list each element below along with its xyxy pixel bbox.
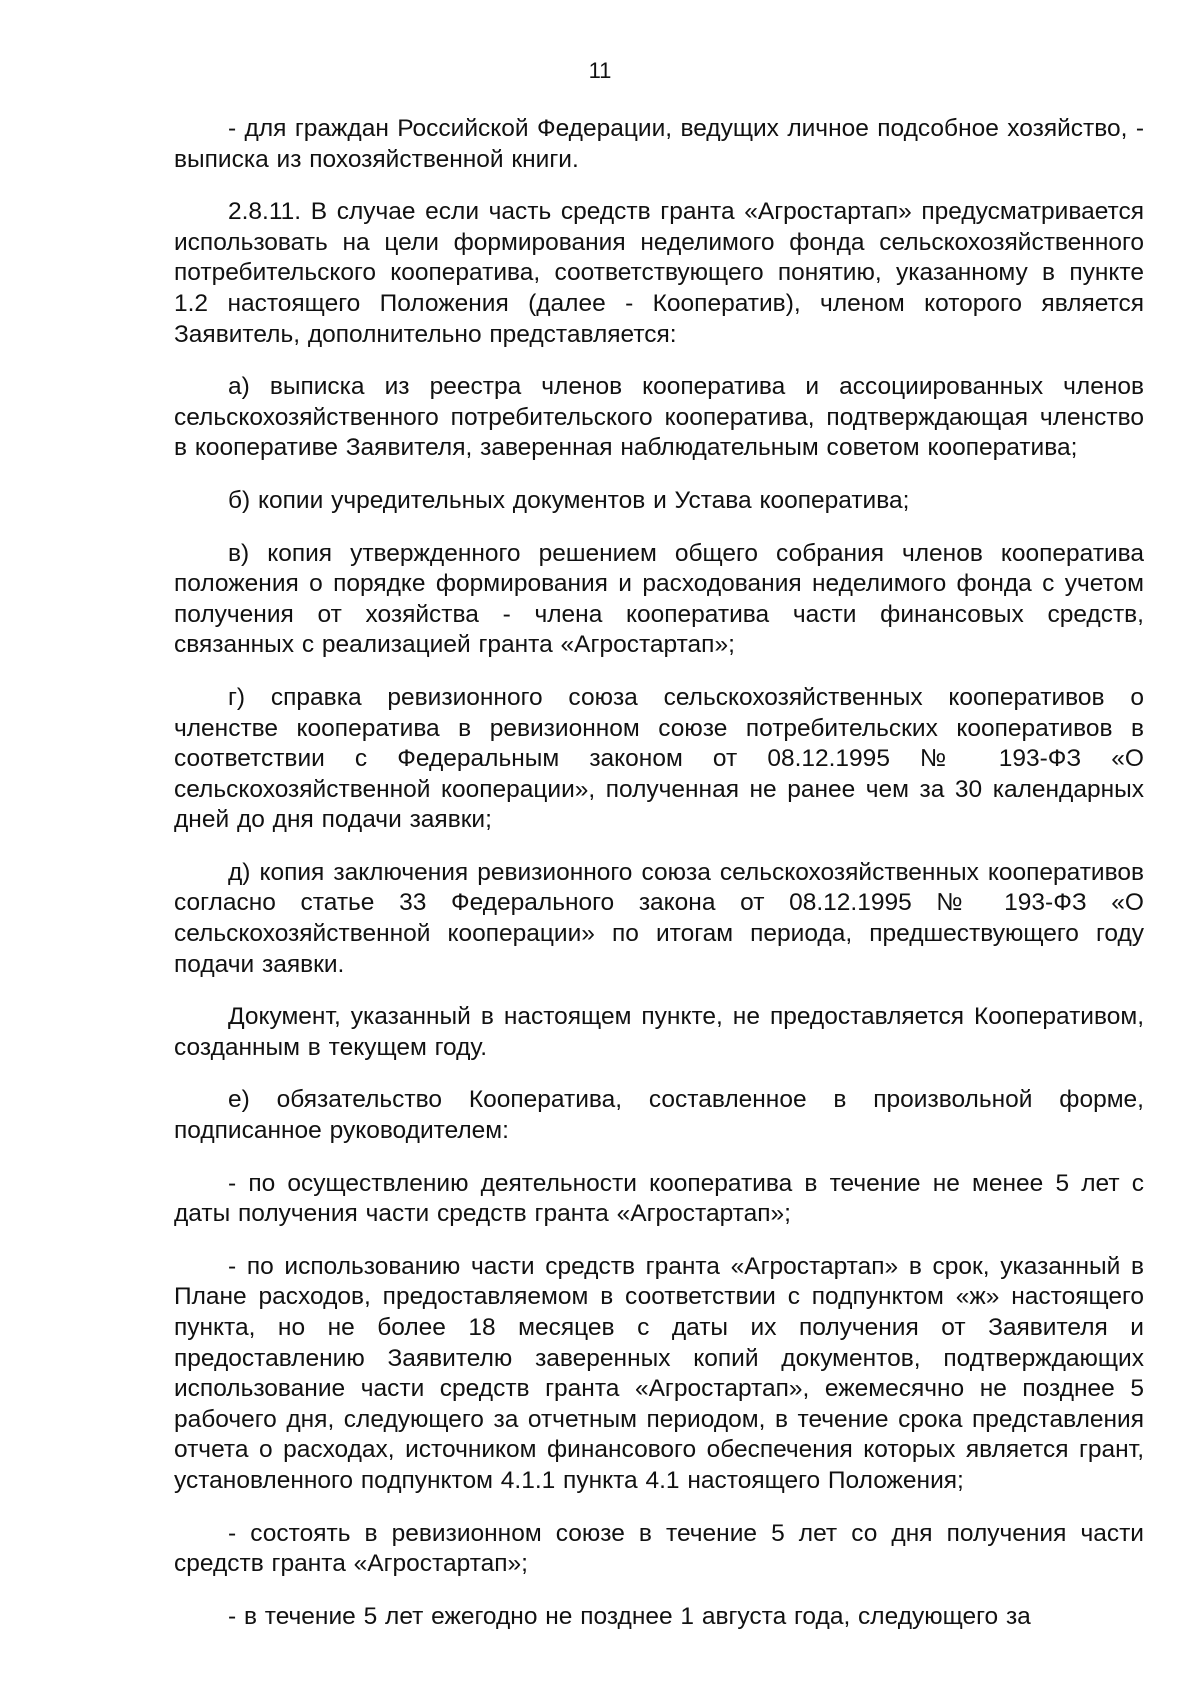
page-number: 11: [588, 58, 612, 83]
paragraph-obligation-annual: - в течение 5 лет ежегодно не позднее 1 августа года, следующего за: [228, 1602, 1031, 1630]
paragraph-item-e: е) обязательство Кооператива, составленное в произвольной форме, подписанное руководителем:: [174, 1086, 1144, 1145]
paragraph-item-a: а) выписка из реестра членов кооператива и ассоциированных членов сельскохозяйственного потребительского кооператива, подтверждающая членство в кооперативе Заявителя, заверенная наблюдательным советом кооператива;: [174, 373, 1144, 462]
document-body: [174, 114, 1144, 1632]
paragraph-document-note: Документ, указанный в настоящем пункте, не предоставляется Кооперативом, созданным в текущем году.: [174, 1003, 1144, 1061]
paragraph-item-b: б) копии учредительных документов и Устава кооператива;: [228, 486, 910, 514]
paragraph-item-g: г) справка ревизионного союза сельскохозяйственных кооперативов о членстве кооператива в ревизионном союзе потребительских кооперативов в соответствии с Федеральным законом от 08.12.1995 № 193-ФЗ «О сельскохозяйственной кооперации», полученная не ранее чем за 30 календарных дней до дня подачи заявки;: [174, 683, 1144, 834]
paragraph-item-d: д) копия заключения ревизионного союза сельскохозяйственных кооперативов согласно статье 33 Федерального закона от 08.12.1995 № 193-ФЗ «О сельскохозяйственной кооперации» по итогам периода, предшествующего году подачи заявки.: [174, 858, 1144, 978]
paragraph-household-extract: - для граждан Российской Федерации, ведущих личное подсобное хозяйство, - выписка из похозяйственной книги.: [174, 115, 1144, 173]
paragraph-obligation-use: - по использованию части средств гранта «Агростартап» в срок, указанный в Плане расходов, предоставляемом в соответствии с подпунктом «ж» настоящего пункта, но не более 18 месяцев с даты их получения от Заявителя и предоставлению Заявителю заверенных копий документов, подтверждающих использование части средств гранта «Агростартап», ежемесячно не позднее 5 рабочего дня, следующего за отчетным периодом, в течение срока представления отчета о расходах, источником финансового обеспечения которых является грант, установленного подпунктом 4.1.1 пункта 4.1 настоящего Положения;: [174, 1252, 1144, 1494]
paragraph-obligation-activity: - по осуществлению деятельности кооператива в течение не менее 5 лет с даты получения части средств гранта «Агростартап»;: [174, 1169, 1144, 1228]
paragraph-2-8-11: 2.8.11. В случае если часть средств гранта «Агростартап» предусматривается использовать на цели формирования неделимого фонда сельскохозяйственного потребительского кооператива, соответствующего понятию, указанному в пункте 1.2 настоящего Положения (далее - Кооператив), членом которого является Заявитель, дополнительно представляется:: [174, 198, 1144, 348]
paragraph-item-v: в) копия утвержденного решением общего собрания членов кооператива положения о порядке формирования и расходования неделимого фонда с учетом получения от хозяйства - члена кооператива части финансовых средств, связанных с реализацией гранта «Агростартап»;: [174, 539, 1144, 659]
paragraph-obligation-union: - состоять в ревизионном союзе в течение 5 лет со дня получения части средств гранта «Агростартап»;: [174, 1519, 1144, 1578]
